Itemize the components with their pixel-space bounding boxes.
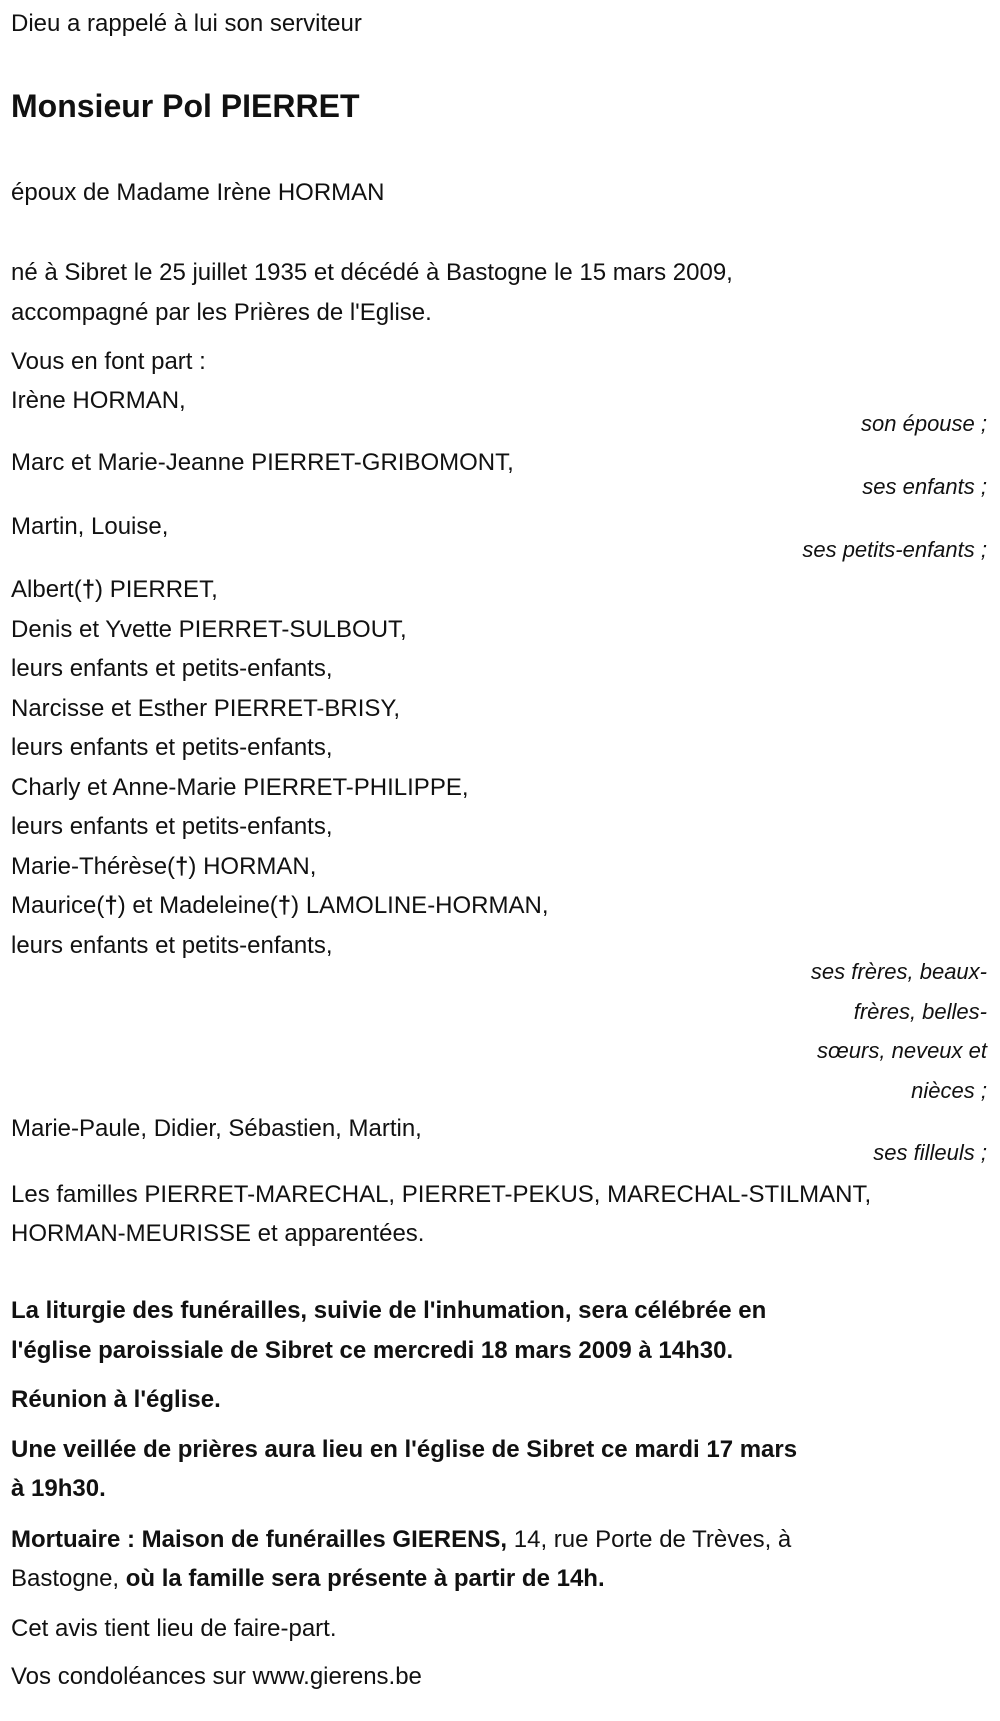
sibling-text: ) et Madeleine(	[117, 892, 278, 919]
sibling-line	[11, 728, 549, 768]
spouse-line: époux de Madame Irène HORMAN	[11, 179, 385, 206]
sibling-text: Albert(	[11, 576, 82, 603]
grandchildren-relation: ses petits-enfants ;	[802, 537, 987, 562]
families-line-1: Les familles PIERRET-MARECHAL, PIERRET-PEKUS, MARECHAL-STILMANT,	[11, 1181, 872, 1208]
grandchildren-names: Martin, Louise,	[11, 513, 169, 540]
mortuary-line-1	[11, 1520, 791, 1560]
sibling-text: leurs enfants et petits-enfants,	[11, 813, 333, 840]
sibling-text: Maurice(	[11, 892, 105, 919]
meeting-text: Réunion à l'église.	[11, 1386, 221, 1413]
dagger-icon: †	[81, 576, 96, 603]
sibling-text: Marie-Thérèse(	[11, 852, 176, 880]
relation-line: nièces ;	[911, 1077, 987, 1103]
sibling-line	[11, 649, 549, 689]
siblings-relation	[755, 952, 987, 1110]
dagger-icon: †	[277, 892, 292, 919]
sibling-text: leurs enfants et petits-enfants,	[11, 655, 333, 682]
liturgy-line-1: La liturgie des funérailles, suivie de l'inhumation, sera célébrée en	[11, 1297, 767, 1324]
sibling-line	[11, 886, 549, 926]
mortuary-city: Bastogne,	[11, 1565, 126, 1592]
families-line-2: HORMAN-MEURISSE et apparentées.	[11, 1220, 425, 1247]
sibling-line	[11, 689, 549, 729]
siblings-list	[11, 570, 549, 965]
birth-death-line-1: né à Sibret le 25 juillet 1935 et décédé à Bastogne le 15 mars 2009,	[11, 259, 733, 286]
dagger-icon: †	[104, 892, 118, 919]
notice-text: Cet avis tient lieu de faire-part.	[11, 1615, 337, 1642]
spouse-names: Irène HORMAN,	[11, 387, 186, 414]
vigil-line-1: Une veillée de prières aura lieu en l'église de Sibret ce mardi 17 mars	[11, 1436, 798, 1463]
children-names: Marc et Marie-Jeanne PIERRET-GRIBOMONT,	[11, 449, 514, 476]
sibling-line	[11, 847, 549, 887]
sibling-text: Denis et Yvette PIERRET-SULBOUT,	[11, 615, 407, 643]
vigil-line-2: à 19h30.	[11, 1475, 106, 1502]
sibling-text: ) PIERRET,	[95, 576, 218, 603]
sibling-line	[11, 807, 549, 847]
relation-line: sœurs, neveux et	[817, 1038, 987, 1063]
sibling-text: ) HORMAN,	[188, 852, 317, 880]
sibling-text: ) LAMOLINE-HORMAN,	[291, 892, 549, 919]
godchildren-names: Marie-Paule, Didier, Sébastien, Martin,	[11, 1115, 422, 1142]
mortuary-line-2	[11, 1559, 605, 1599]
deceased-name: Monsieur Pol PIERRET	[11, 88, 360, 124]
condolences-text: Vos condoléances sur www.gierens.be	[11, 1663, 422, 1690]
children-relation: ses enfants ;	[862, 474, 987, 499]
sibling-line	[11, 570, 549, 610]
sibling-text: Charly et Anne-Marie PIERRET-PHILIPPE,	[11, 773, 469, 801]
dagger-icon: †	[175, 852, 189, 880]
announce-text: Vous en font part :	[11, 348, 206, 375]
liturgy-line-2: l'église paroissiale de Sibret ce mercredi 18 mars 2009 à 14h30.	[11, 1337, 734, 1364]
sibling-text: Narcisse et Esther PIERRET-BRISY,	[11, 694, 401, 722]
intro-text: Dieu a rappelé à lui son serviteur	[11, 10, 362, 37]
sibling-text: leurs enfants et petits-enfants,	[11, 734, 333, 761]
godchildren-relation: ses filleuls ;	[873, 1140, 987, 1165]
mortuary-presence: où la famille sera présente à partir de 14h.	[125, 1565, 605, 1592]
sibling-line	[11, 610, 549, 650]
relation-line: frères, belles-	[853, 998, 987, 1024]
spouse-relation: son épouse ;	[861, 411, 987, 436]
birth-death-line-2: accompagné par les Prières de l'Eglise.	[11, 299, 432, 326]
relation-line: ses frères, beaux-	[810, 959, 987, 984]
sibling-text: leurs enfants et petits-enfants,	[11, 931, 333, 959]
mortuary-name: Mortuaire : Maison de funérailles GIERENS,	[11, 1526, 508, 1553]
sibling-line	[11, 768, 549, 808]
mortuary-address: 14, rue Porte de Trèves, à	[507, 1526, 792, 1553]
sibling-line	[11, 926, 549, 966]
